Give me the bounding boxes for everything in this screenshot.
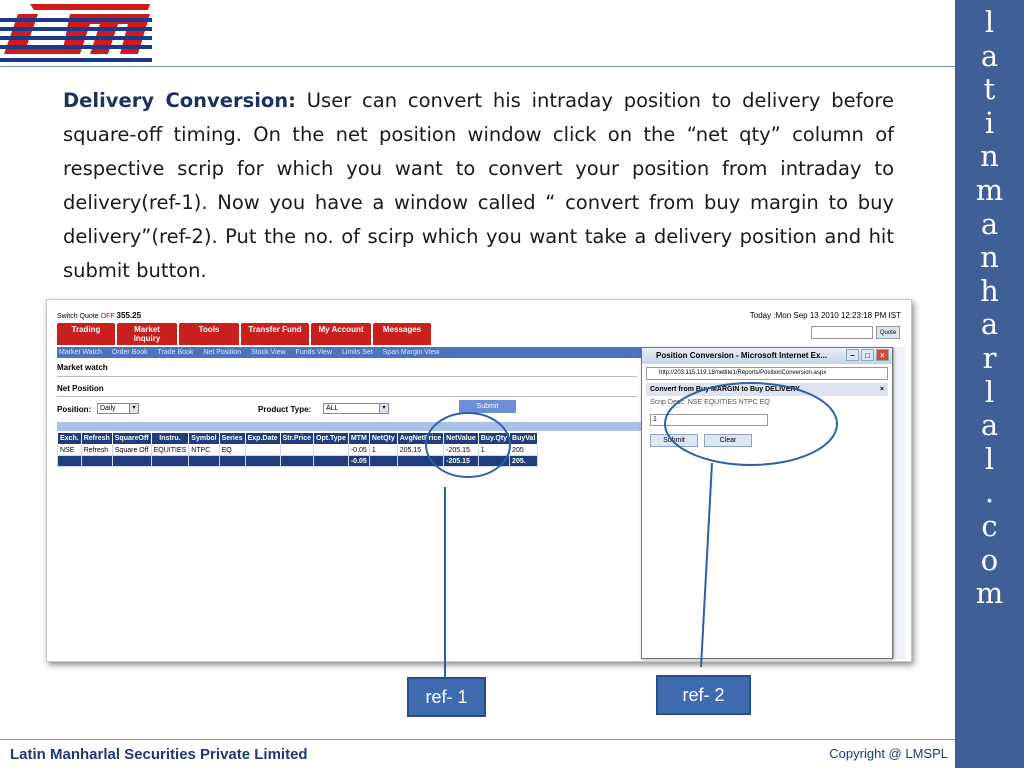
table-cell: 1: [478, 445, 509, 456]
tab-tools[interactable]: Tools: [179, 323, 239, 345]
side-letter: r: [982, 340, 997, 375]
nav-net-position[interactable]: Net Position: [203, 349, 242, 356]
nav-limits-set[interactable]: Limits Set: [341, 349, 373, 356]
window-controls: [846, 349, 889, 361]
side-letter: n: [980, 240, 999, 275]
bottom-divider: [0, 739, 955, 740]
table-cell: EQUITIES: [151, 445, 189, 456]
footer-company: Latin Manharlal Securities Private Limited: [10, 746, 308, 763]
side-letter: c: [981, 508, 998, 543]
side-letter: l: [984, 441, 995, 476]
total-cell: [219, 456, 245, 467]
column-header[interactable]: BuyVal: [510, 433, 538, 445]
nav-funds-view[interactable]: Funds View: [295, 349, 332, 356]
popup-header-text: Convert from Buy MARGIN to Buy DELIVERY: [650, 386, 800, 393]
position-select-value: Daily: [100, 405, 116, 412]
popup-title: Position Conversion - Microsoft Internet Ex...: [656, 351, 828, 360]
column-header[interactable]: Instru.: [151, 433, 189, 445]
quantity-input[interactable]: 1: [650, 414, 768, 426]
paragraph-body: User can convert his intraday position to delivery before square-off timing. On the net position window click on the “net qty” column of respective scrip for which you want to convert your position from intraday to delivery(ref-1). Now you have a window called “ convert from buy margin to buy delivery”(ref-2). Put the no. of scirp which you want take a delivery position and hit submit button.: [63, 89, 894, 282]
popup-header: [646, 383, 888, 396]
table-cell: NTPC: [189, 445, 219, 456]
side-letter: a: [980, 38, 999, 73]
table-cell: [314, 445, 349, 456]
net-position-table: [57, 432, 538, 467]
table-row[interactable]: [58, 445, 538, 456]
popup-buttons: [650, 434, 884, 447]
side-vertical-text: [955, 6, 1024, 611]
total-cell: -0.05: [348, 456, 369, 467]
table-cell: EQ: [219, 445, 245, 456]
column-header[interactable]: Symbol: [189, 433, 219, 445]
side-letter: o: [980, 542, 999, 577]
total-cell: 205.: [510, 456, 538, 467]
column-header[interactable]: AvgNetPrice: [397, 433, 443, 445]
total-cell: [245, 456, 280, 467]
table-cell: NSE: [58, 445, 82, 456]
chevron-down-icon: ▾: [129, 404, 138, 413]
tab-trading[interactable]: Trading: [57, 323, 115, 345]
top-divider: [0, 66, 955, 67]
side-letter: l: [984, 5, 995, 39]
chevron-down-icon: ▾: [379, 404, 388, 413]
side-letter: l: [984, 374, 995, 409]
switch-quote-label: Switch Quote: [57, 313, 99, 320]
table-cell: -0.05: [348, 445, 369, 456]
ref1-label: ref- 1: [407, 677, 486, 717]
divider: [57, 396, 637, 397]
market-watch-heading: Market watch: [57, 363, 108, 372]
nav-trade-book[interactable]: Trade Book: [157, 349, 194, 356]
tab-messages[interactable]: Messages: [373, 323, 431, 345]
page-scroll-edge: [893, 347, 905, 659]
table-cell: 205: [510, 445, 538, 456]
total-cell: [280, 456, 313, 467]
side-letter: a: [980, 206, 999, 241]
side-letter: m: [975, 172, 1004, 207]
close-icon[interactable]: ×: [876, 349, 889, 361]
column-header[interactable]: Exch.: [58, 433, 82, 445]
footer-copyright: Copyright @ LMSPL: [829, 746, 948, 761]
tab-market-inquiry[interactable]: Market Inquiry: [117, 323, 177, 345]
side-letter: a: [980, 307, 999, 342]
square-off-link[interactable]: Square Off: [112, 445, 151, 456]
side-letter: i: [984, 105, 995, 140]
popup-submit-button[interactable]: Submit: [650, 434, 698, 447]
net-qty-cell[interactable]: 1: [369, 445, 397, 456]
table-cell: [280, 445, 313, 456]
column-header[interactable]: NetValue: [444, 433, 479, 445]
column-header[interactable]: Opt.Type: [314, 433, 349, 445]
trading-screenshot: [46, 299, 912, 662]
lm-logo: [0, 0, 152, 64]
table-cell: 205.15: [397, 445, 443, 456]
total-cell: [151, 456, 189, 467]
position-label: Position:: [57, 405, 92, 414]
maximize-icon[interactable]: □: [861, 349, 874, 361]
column-header[interactable]: MTM: [348, 433, 369, 445]
nav-market-watch[interactable]: Market Watch: [59, 349, 102, 356]
divider: [57, 376, 637, 377]
switch-quote[interactable]: [57, 311, 141, 320]
total-cell: [112, 456, 151, 467]
today-datetime: Today :Mon Sep 13 2010 12:23:18 PM IST: [749, 311, 901, 320]
product-type-select[interactable]: [323, 403, 389, 414]
tab-transfer-fund[interactable]: Transfer Fund: [241, 323, 309, 345]
total-cell: [58, 456, 82, 467]
popup-titlebar[interactable]: [642, 348, 892, 364]
description-paragraph: [63, 84, 894, 288]
main-tabs: [57, 323, 431, 345]
side-letter: m: [975, 576, 1004, 611]
column-header[interactable]: Refresh: [81, 433, 112, 445]
scrip-description: Scrip Desc: NSE EQUITIES NTPC EQ: [650, 399, 770, 406]
quote-search-input[interactable]: [811, 326, 873, 339]
position-select[interactable]: [97, 403, 139, 414]
total-cell: [478, 456, 509, 467]
total-cell: -205.15: [444, 456, 479, 467]
column-header[interactable]: SquareOff: [112, 433, 151, 445]
close-icon[interactable]: ×: [879, 386, 884, 393]
table-header-row: [58, 433, 538, 445]
column-header[interactable]: Exp.Date: [245, 433, 280, 445]
table-cell: [245, 445, 280, 456]
refresh-link[interactable]: Refresh: [81, 445, 112, 456]
tab-my-account[interactable]: My Account: [311, 323, 371, 345]
side-letter: t: [983, 72, 996, 107]
table-cell: -205.15: [444, 445, 479, 456]
side-letter: a: [980, 408, 999, 443]
address-bar[interactable]: http://203.115.119.18/netlite1/Reports/PositionConversion.aspx: [646, 367, 888, 380]
column-header[interactable]: Buy.Qty: [478, 433, 509, 445]
total-cell: [189, 456, 219, 467]
total-cell: [397, 456, 443, 467]
total-cell: [369, 456, 397, 467]
column-header[interactable]: Series: [219, 433, 245, 445]
nav-order-book[interactable]: Order Book: [111, 349, 148, 356]
product-type-select-value: ALL: [326, 405, 339, 412]
total-row: [58, 456, 538, 467]
product-type-label: Product Type:: [258, 405, 312, 414]
nav-span-margin-view[interactable]: Span Margin View: [382, 349, 440, 356]
paragraph-heading: Delivery Conversion:: [63, 89, 296, 112]
submit-button[interactable]: Submit: [459, 400, 516, 413]
side-letter: h: [980, 273, 999, 308]
quote-button[interactable]: Quote: [876, 326, 900, 339]
net-position-heading: Net Position: [57, 384, 104, 393]
column-header[interactable]: Str.Price: [280, 433, 313, 445]
side-letter: .: [984, 475, 995, 510]
position-conversion-popup: [641, 347, 893, 659]
side-letter: n: [980, 139, 999, 174]
popup-clear-button[interactable]: Clear: [704, 434, 752, 447]
minimize-icon[interactable]: –: [846, 349, 859, 361]
switch-quote-state[interactable]: OFF: [100, 313, 115, 320]
ticker-value: 355.25: [116, 311, 142, 320]
nav-stock-view[interactable]: Stock View: [251, 349, 286, 356]
column-header-netqty[interactable]: NetQty: [369, 433, 397, 445]
total-cell: [314, 456, 349, 467]
ref2-label: ref- 2: [656, 675, 751, 715]
total-cell: [81, 456, 112, 467]
